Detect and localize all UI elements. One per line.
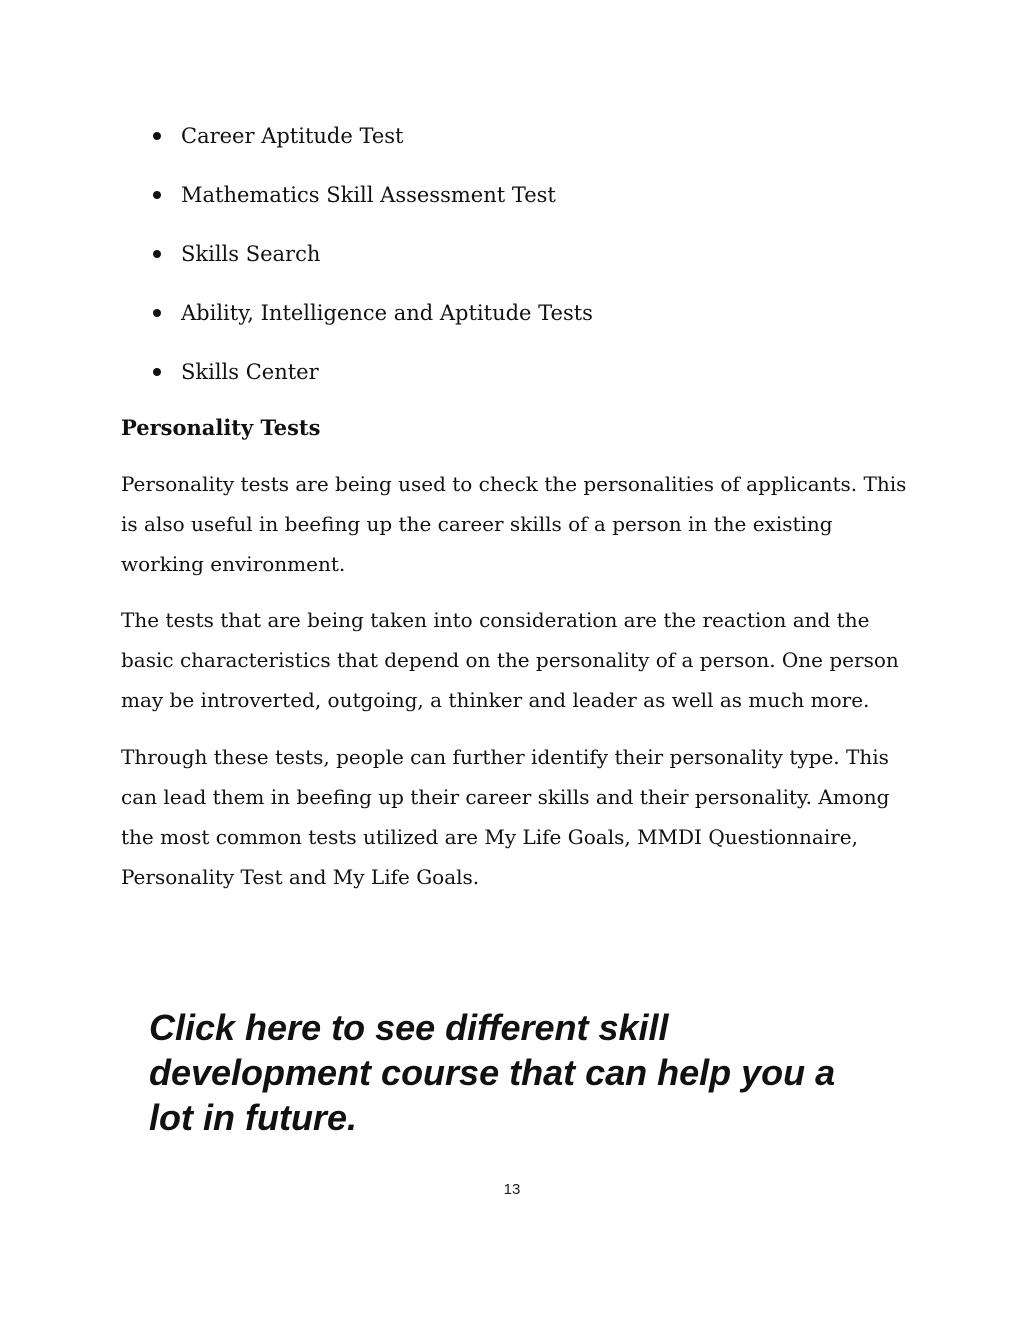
skill-course-link[interactable]: Click here to see different skill development course that can help you a lot in future. <box>149 1007 836 1138</box>
body-paragraph: Personality tests are being used to check the personalities of applicants. This is also useful in beefing up the career skills of a person in the existing working environment. <box>121 472 907 576</box>
list-item <box>121 236 901 295</box>
bullet-icon <box>153 309 161 317</box>
list-item <box>121 295 901 354</box>
assessment-test-list <box>121 118 901 413</box>
list-item <box>121 118 901 177</box>
list-item-text: Ability, Intelligence and Aptitude Tests <box>181 301 593 325</box>
bullet-icon <box>153 368 161 376</box>
section-heading: Personality Tests <box>121 415 321 440</box>
list-item-text: Skills Center <box>181 360 319 384</box>
bullet-icon <box>153 191 161 199</box>
page-number: 13 <box>503 1181 521 1198</box>
bullet-icon <box>153 250 161 258</box>
list-item <box>121 354 901 413</box>
list-item <box>121 177 901 236</box>
list-item-text: Skills Search <box>181 242 321 266</box>
bullet-icon <box>153 132 161 140</box>
list-item-text: Mathematics Skill Assessment Test <box>181 183 556 207</box>
list-item-text: Career Aptitude Test <box>181 124 404 148</box>
body-paragraph: The tests that are being taken into consideration are the reaction and the basic characteristics that depend on the personality of a person. One person may be introverted, outgoing, a thinker and leader as well as much more. <box>121 608 899 712</box>
body-paragraph: Through these tests, people can further identify their personality type. This can lead them in beefing up their career skills and their personality. Among the most common tests utilized are My Life Goals, MMDI Questionnaire, Personality Test and My Life Goals. <box>121 745 890 889</box>
